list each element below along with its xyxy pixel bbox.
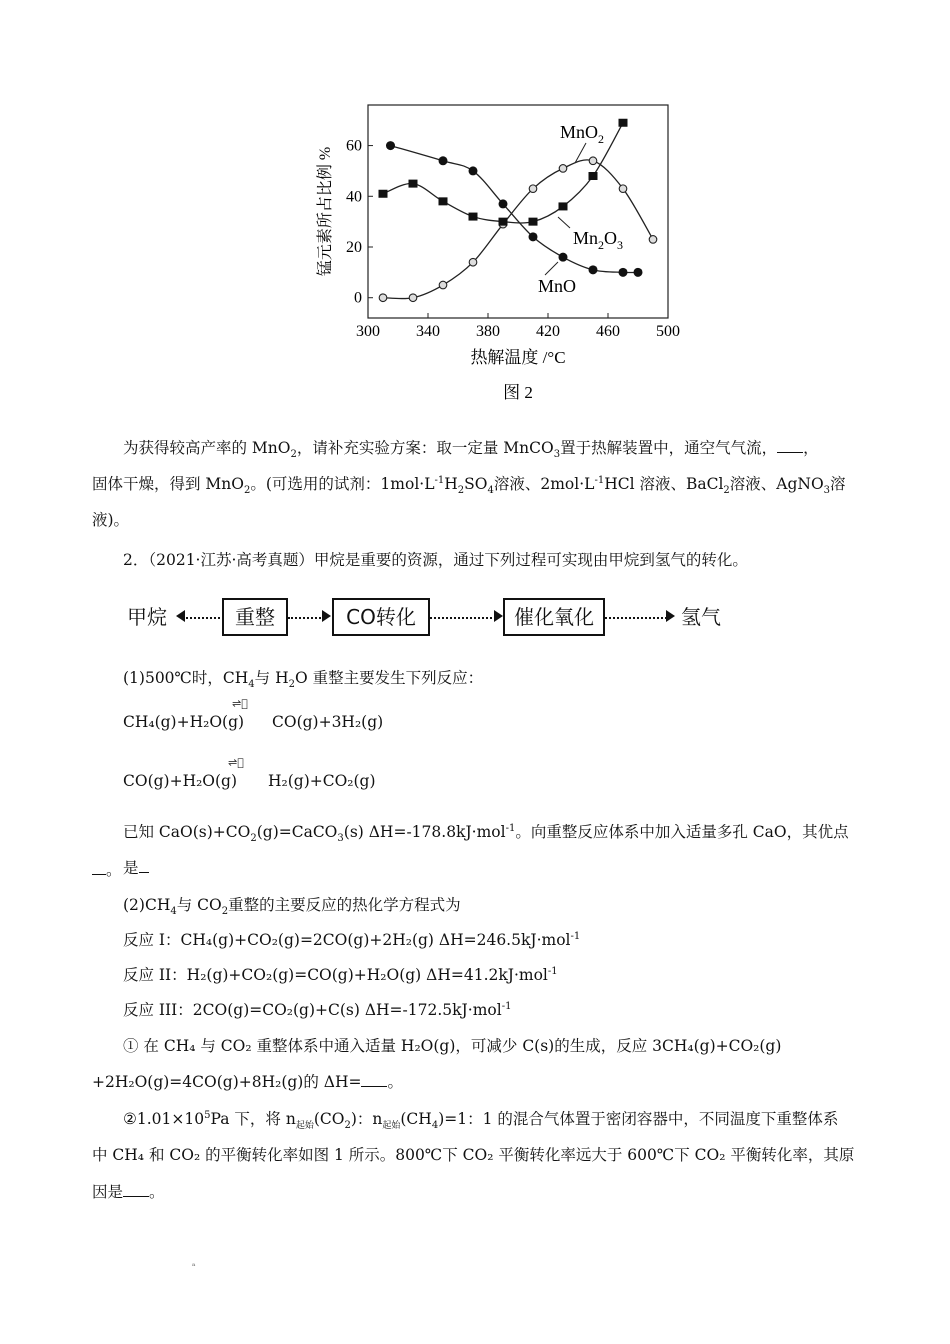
superscript: -1 bbox=[570, 930, 581, 942]
reaction-3 bbox=[123, 998, 511, 1020]
subscript: 3 bbox=[553, 449, 561, 461]
data-point bbox=[409, 294, 417, 302]
subscript: 3 bbox=[337, 833, 344, 845]
text-segment: ②1.01×10 bbox=[123, 1110, 205, 1128]
data-point bbox=[499, 218, 508, 226]
data-point bbox=[469, 258, 477, 266]
superscript: -1 bbox=[594, 474, 605, 486]
data-point bbox=[634, 268, 643, 277]
data-point bbox=[469, 166, 478, 175]
data-point bbox=[379, 294, 387, 302]
text-segment: 为获得较高产率的 MnO bbox=[123, 439, 291, 457]
data-point bbox=[529, 232, 538, 241]
chart-figure-2 bbox=[0, 0, 950, 410]
equation-1-right: CO(g)+3H₂(g) bbox=[272, 713, 384, 731]
data-point bbox=[619, 119, 628, 127]
text-segment: 因是 bbox=[92, 1183, 124, 1201]
text-segment: )：n bbox=[350, 1110, 383, 1128]
text-segment: (CH bbox=[400, 1110, 432, 1128]
paragraph-known-cao bbox=[123, 814, 853, 886]
text-segment: (CO bbox=[313, 1110, 345, 1128]
superscript: -1 bbox=[434, 474, 445, 486]
subscript: 2 bbox=[723, 485, 730, 497]
data-point bbox=[439, 281, 447, 289]
arrow-right-icon bbox=[666, 610, 675, 622]
x-tick-label: 340 bbox=[416, 323, 440, 340]
text-segment: 与 H bbox=[254, 669, 289, 687]
arrow-right-icon bbox=[322, 610, 331, 622]
data-point bbox=[649, 236, 657, 244]
text-segment: 置于热解装置中，通空气气流， bbox=[560, 439, 778, 457]
arrow-right-icon bbox=[494, 610, 503, 622]
text-segment: 重整的主要反应的热化学方程式为 bbox=[228, 896, 461, 914]
subscript: 起始 bbox=[382, 1121, 401, 1132]
question-c2-line1 bbox=[123, 1107, 839, 1132]
text-segment: 。(可选用的试剂：1mol·L bbox=[250, 475, 435, 493]
data-point bbox=[529, 218, 538, 226]
chart-series bbox=[379, 119, 657, 302]
data-point bbox=[499, 199, 508, 208]
data-point bbox=[559, 165, 567, 173]
subscript: 2 bbox=[290, 449, 297, 461]
text-segment: 反应 II：H₂(g)+CO₂(g)=CO(g)+H₂O(g) ΔH=41.2kJ·mol bbox=[123, 966, 548, 984]
text-segment: (2)CH bbox=[123, 896, 171, 914]
question-c2-line2: 中 CH₄ 和 CO₂ 的平衡转化率如图 1 所示。800℃下 CO₂ 平衡转化率远大于 600℃下 CO₂ 平衡转化率，其原 bbox=[92, 1146, 855, 1164]
superscript: -1 bbox=[505, 822, 516, 834]
series-mno bbox=[386, 141, 643, 277]
text-segment: 溶液、2mol·L bbox=[493, 475, 595, 493]
reaction-2 bbox=[123, 963, 558, 985]
data-point bbox=[559, 202, 568, 210]
text-segment: SO bbox=[464, 475, 488, 493]
y-tick-label: 20 bbox=[346, 239, 362, 256]
part-2-intro bbox=[123, 893, 461, 918]
chart-axes bbox=[316, 105, 680, 402]
data-point bbox=[589, 265, 598, 274]
text-segment: 。 bbox=[387, 1073, 403, 1091]
y-tick-label: 40 bbox=[346, 188, 362, 206]
text-segment: 反应 I：CH₄(g)+CO₂(g)=2CO(g)+2H₂(g) ΔH=246.5kJ·mol bbox=[123, 931, 571, 949]
paragraph-mno2-plan bbox=[92, 430, 852, 538]
arrow-left-icon bbox=[176, 610, 185, 622]
subscript: 2 bbox=[250, 833, 257, 845]
text-segment: 溶液、AgNO bbox=[729, 475, 824, 493]
text-segment: (g)=CaCO bbox=[256, 823, 338, 841]
superscript: -1 bbox=[501, 1000, 512, 1012]
x-tick-label: 500 bbox=[656, 323, 680, 340]
figure-caption: 图 2 bbox=[503, 383, 533, 402]
footer-mark: ᵃ bbox=[192, 1262, 196, 1272]
series-label-leader bbox=[545, 262, 558, 275]
flow-arrow bbox=[430, 617, 496, 619]
data-point bbox=[559, 253, 568, 262]
series-label-mno2: MnO$_2$ bbox=[560, 122, 605, 146]
equation-2-left: CO(g)+H₂O(g) bbox=[123, 772, 238, 790]
text-segment: ， bbox=[803, 439, 819, 457]
data-point bbox=[439, 156, 448, 165]
data-point bbox=[386, 141, 395, 150]
text-segment: 固体干燥，得到 MnO bbox=[92, 475, 244, 493]
subscript: 4 bbox=[487, 485, 494, 497]
flow-end-label: 氢气 bbox=[681, 605, 721, 629]
y-tick-label: 0 bbox=[354, 289, 362, 307]
equation-1-left: CH₄(g)+H₂O(g) bbox=[123, 713, 245, 731]
data-point bbox=[619, 268, 628, 277]
text-segment: 。向重整反应体系中加入适量多孔 CaO，其优点是 bbox=[123, 823, 849, 877]
text-segment: +2H₂O(g)=4CO(g)+8H₂(g)的 ΔH= bbox=[92, 1073, 362, 1091]
data-point bbox=[619, 185, 627, 193]
plot-frame bbox=[368, 105, 668, 318]
subscript: 4 bbox=[170, 906, 177, 918]
y-tick-label: 60 bbox=[346, 137, 362, 155]
text-segment: H bbox=[444, 475, 458, 493]
reaction-1 bbox=[123, 928, 580, 950]
flow-arrow bbox=[605, 617, 667, 619]
chart-labels bbox=[538, 122, 623, 296]
x-tick-label: 380 bbox=[476, 323, 500, 340]
text-segment: HCl 溶液、BaCl bbox=[604, 475, 724, 493]
superscript: -1 bbox=[547, 965, 558, 977]
flow-arrow bbox=[288, 617, 324, 619]
flow-start-label: 甲烷 bbox=[127, 605, 167, 629]
question-2-title: 2．（2021·江苏·高考真题）甲烷是重要的资源，通过下列过程可实现由甲烷到氢气的转化。 bbox=[123, 551, 748, 569]
x-tick-label: 460 bbox=[596, 323, 620, 340]
flow-step-co-conversion: CO转化 bbox=[332, 598, 430, 636]
data-point bbox=[409, 180, 418, 188]
y-axis-label: 锰元素所占比例 % bbox=[317, 146, 334, 277]
text-segment: 已知 CaO(s)+CO bbox=[123, 823, 251, 841]
text-segment: 。 bbox=[106, 861, 122, 879]
text-segment: 与 CO bbox=[176, 896, 222, 914]
subscript: 4 bbox=[431, 1120, 439, 1132]
answer-blank[interactable] bbox=[361, 1072, 387, 1087]
flow-step-catalytic-oxidation: 催化氧化 bbox=[503, 598, 605, 636]
subscript: 起始 bbox=[295, 1121, 314, 1132]
data-point bbox=[529, 185, 537, 193]
answer-blank[interactable] bbox=[92, 860, 106, 875]
text-segment: O 重整主要发生下列反应： bbox=[294, 669, 484, 687]
subscript: 4 bbox=[248, 679, 255, 691]
text-segment: (1)500℃时，CH bbox=[123, 669, 249, 687]
data-point bbox=[379, 190, 388, 198]
superscript: 5 bbox=[204, 1109, 211, 1121]
series-label-mn2o3: $Mn_2O_3$ bbox=[573, 228, 624, 252]
reversible-arrow-icon: ⇌⃞ bbox=[228, 756, 244, 769]
text-segment: 。 bbox=[149, 1183, 165, 1201]
question-c1-line1: ① 在 CH₄ 与 CO₂ 重整体系中通入适量 H₂O(g)，可减少 C(s)的生成，反应 3CH₄(g)+CO₂(g) bbox=[123, 1037, 782, 1055]
subscript: 3 bbox=[823, 485, 831, 497]
x-tick-label: 420 bbox=[536, 323, 560, 340]
reversible-arrow-icon: ⇌⃞ bbox=[232, 697, 248, 710]
subscript: 2 bbox=[457, 485, 465, 497]
x-tick-label: 300 bbox=[356, 323, 380, 340]
text-segment: (s) ΔH=-178.8kJ·mol bbox=[343, 823, 506, 841]
x-axis-label: 热解温度 /°C bbox=[470, 348, 566, 367]
text-segment: 溶 bbox=[830, 475, 846, 493]
text-segment: 液)。 bbox=[92, 511, 130, 529]
data-point bbox=[589, 157, 597, 165]
question-c1-line2 bbox=[92, 1070, 403, 1092]
text-segment: )=1：1 的混合气体置于密闭容器中，不同温度下重整体系 bbox=[438, 1110, 839, 1128]
text-segment: 反应 III：2CO(g)=CO₂(g)+C(s) ΔH=-172.5kJ·mol bbox=[123, 1001, 502, 1019]
series-label-mno: MnO bbox=[538, 276, 577, 296]
series-label-leader bbox=[558, 217, 570, 228]
answer-blank[interactable] bbox=[139, 858, 149, 873]
part-1-intro bbox=[123, 666, 484, 691]
answer-blank[interactable] bbox=[777, 438, 803, 453]
text-segment: ，请补充实验方案：取一定量 MnCO bbox=[296, 439, 554, 457]
answer-blank[interactable] bbox=[123, 1182, 149, 1197]
flow-arrow bbox=[182, 617, 220, 619]
subscript: 2 bbox=[288, 679, 295, 691]
subscript: 2 bbox=[221, 906, 229, 918]
subscript: 2 bbox=[344, 1120, 351, 1132]
equation-2-right: H₂(g)+CO₂(g) bbox=[268, 772, 376, 790]
paragraph-line bbox=[92, 466, 846, 502]
question-c2-line3 bbox=[92, 1180, 165, 1202]
data-point bbox=[439, 197, 448, 205]
data-point bbox=[469, 213, 478, 221]
data-point bbox=[589, 172, 598, 180]
subscript: 2 bbox=[244, 485, 251, 497]
flow-step-reforming: 重整 bbox=[222, 598, 288, 636]
text-segment: Pa 下，将 n bbox=[210, 1110, 296, 1128]
paragraph-known-cao-end bbox=[92, 858, 122, 880]
